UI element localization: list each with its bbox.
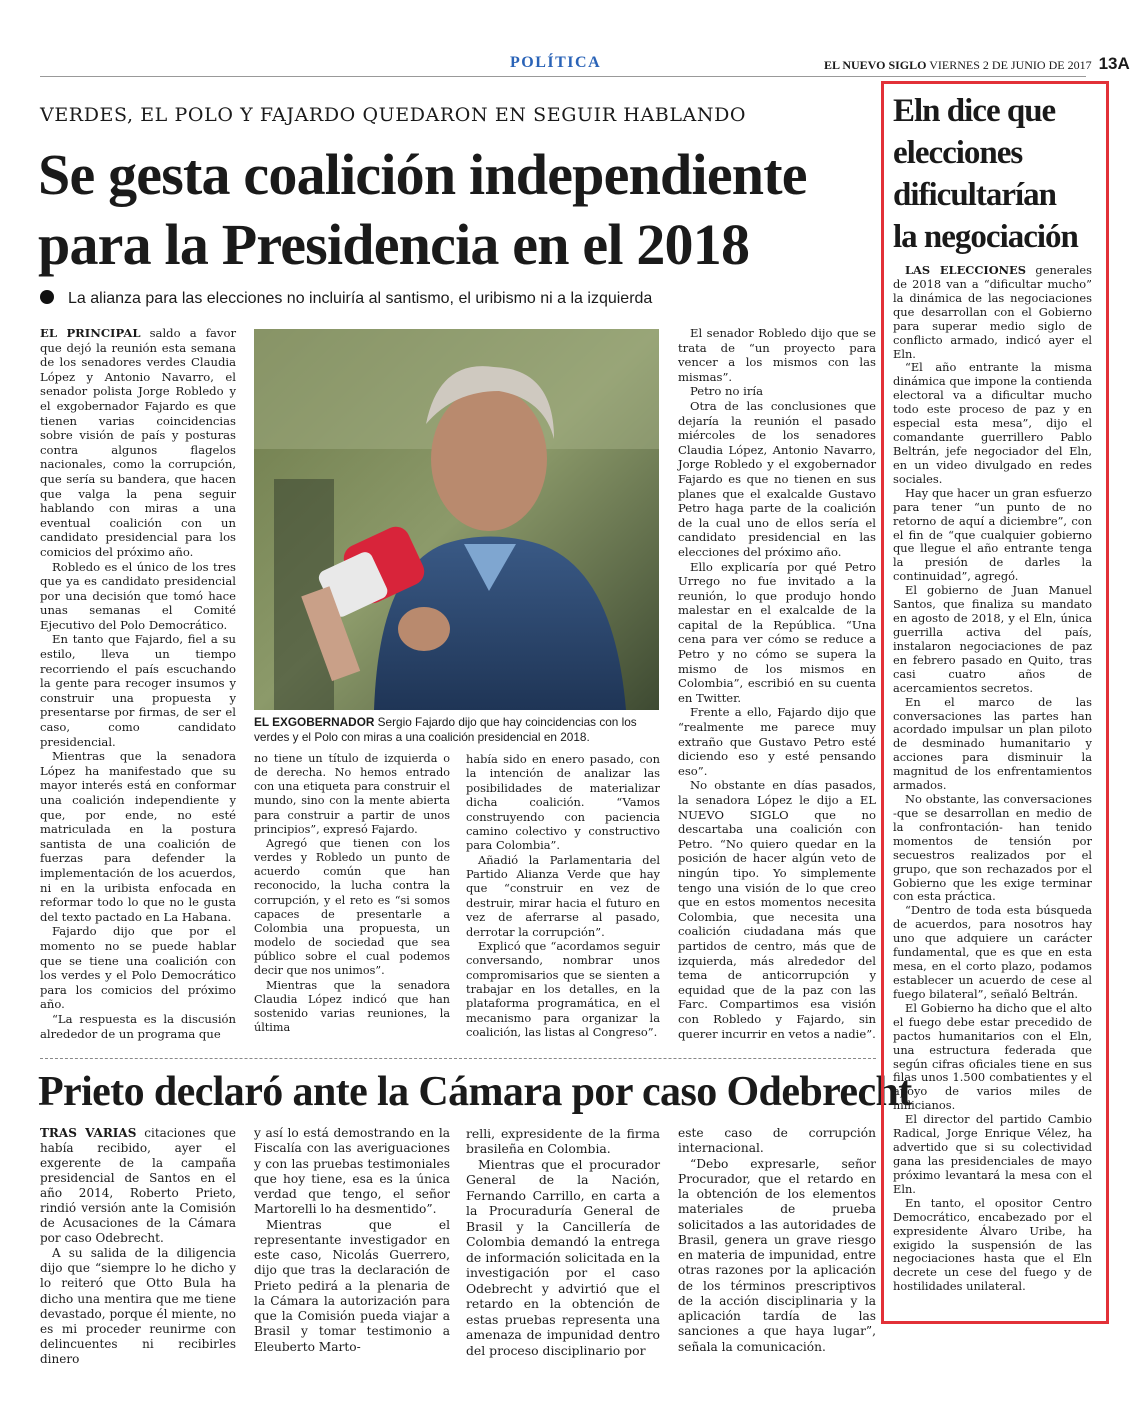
paragraph: “La respuesta es la discusión alrededor de un programa que — [40, 1011, 236, 1041]
photo-caption — [254, 715, 659, 745]
main-column-1 — [40, 326, 236, 1051]
paragraph: “El año entrante la misma dinámica que impone la contienda electoral va a dificultar mucho todo este proceso de paz y en especial esta mesa”, dijo el comandante guerrillero Pablo Beltrán, jefe negociador del Eln, en un video divulgado en redes sociales. — [893, 360, 1092, 486]
sidebar-headline — [893, 90, 1098, 258]
paragraph: El gobierno de Juan Manuel Santos, que finaliza su mandato en agosto de 2018, y el Eln, única guerrilla activa del país, instalaron negociaciones de paz en febrero pasado en Quito, tras casi cuatro años de acercamientos secretos. — [893, 583, 1092, 695]
sidebar-headline-line: la negociación — [893, 219, 1078, 255]
paragraph: Fajardo dijo que por el momento no se puede hablar que se tiene una coalición con los verdes y el Polo Democrático para los comicios del próximo año. — [40, 924, 236, 1012]
paragraph: Otra de las conclusiones que dejaría la reunión el pasado miércoles de los senadores Claudia López, Antonio Navarro, Jorge Robledo y el exgobernador Fajardo es que no tienen en sus planes que el exalcalde Gustavo Petro haga parte de la coalición de la cual uno de ellos sería el candidato presidencial en las elecciones del próximo año. — [678, 398, 876, 559]
second-headline: Prieto declaró ante la Cámara por caso Odebrecht — [38, 1069, 912, 1115]
paragraph: “Dentro de toda esta búsqueda de acuerdos, para nosotros hay uno que adquiere un carácter fundamental, que es que en esta mesa, en el corto plazo, podamos establecer un acuerdo de cese al fuego bilateral”, señaló Beltrán. — [893, 903, 1092, 1001]
bullet-icon — [40, 290, 54, 304]
main-column-4 — [678, 326, 876, 1051]
paragraph: En tanto, el opositor Centro Democrático, encabezado por el expresidente Álvaro Uribe, ha exigido la suspensión de las negociaciones hasta que el Eln decrete un cese del fuego y de hostilidades unilateral. — [893, 1195, 1092, 1294]
paragraph: Frente a ello, Fajardo dijo que “realmente me parece muy extraño que Gustavo Petro esté diciendo eso y esté pensando eso”. — [678, 705, 876, 778]
kicker: VERDES, EL POLO Y FAJARDO QUEDARON EN SEGUIR HABLANDO — [40, 104, 747, 126]
second-column-2 — [254, 1126, 450, 1366]
paragraph: A su salida de la diligencia dijo que “siempre lo he dicho y lo reiteró que Otto Bula ha dicho una mentira que me tiene devastado, porque él miente, no es mi proceder reunirme con delincuentes ni recibirles dinero — [40, 1246, 236, 1366]
paragraph: Mientras que la senadora López ha manifestado que su mayor interés está en conformar una coalición independiente y que, por ende, no esté matriculada en la postura santista de una coalición de fuerzas para defender la implementación de los acuerdos, ni en la uribista enfocada en reformar todo lo que no le gusta del texto pactado en La Habana. — [40, 749, 236, 924]
paragraph: Explicó que “acordamos seguir conversando, nombrar unos compromisarios que se sienten a trabajar en los detalles, en la plataforma programática, en el mecanismo para organizar la coalición, las listas al Congreso”. — [466, 938, 660, 1040]
lead-in: LAS ELECCIONES — [905, 263, 1026, 277]
portrait-image — [254, 329, 659, 710]
section-label: POLÍTICA — [510, 54, 602, 71]
paragraph: El Gobierno ha dicho que el alto el fuego debe estar precedido de pactos humanitarios con el Eln, una estructura federada que según cifras oficiales tiene en sus filas unos 1.500 combatientes y el apoyo de varios miles de milicianos. — [893, 1000, 1092, 1113]
sidebar-headline-line: Eln dice que — [893, 93, 1056, 129]
caption-text: Sergio Fajardo dijo que hay coincidencias con los verdes y el Polo con miras a una coalición presidencial en 2018. — [254, 715, 637, 744]
lead-in: EL PRINCIPAL — [40, 326, 141, 340]
paragraph: Robledo es el único de los tres que ya es candidato presidencial por una decisión que tomó hace unas semanas el Comité Ejecutivo del Polo Democrático. — [40, 559, 236, 632]
subhead: Petro no iría — [690, 384, 764, 399]
article-divider — [40, 1058, 876, 1059]
paragraph: este caso de corrupción internacional. — [678, 1126, 876, 1156]
sidebar-headline-line: elecciones — [893, 135, 1023, 171]
paragraph: Mientras que la senadora Claudia López indicó que han sostenido varias reuniones, la última — [254, 978, 450, 1034]
paragraph: Hay que hacer un gran esfuerzo para tener “un punto de no retorno de aquí a diciembre”, con el fin de “que cualquier gobierno que llegue el año entrante tenga la presión de darles la continuidad”, agregó. — [893, 485, 1092, 584]
paragraph: El senador Robledo dijo que se trata de “un proyecto para vencer a los mismos con las mismas”. — [678, 326, 876, 384]
paragraph: Ello explicaría por qué Petro Urrego no fue invitado a la reunión, lo que produjo hondo malestar en el exalcalde de la capital de la República. “Una cena para ver cómo se reduce a Petro y no cómo se supera la mismo de los mismos en Colombia”, escribió en su cuenta en Twitter. — [678, 559, 876, 705]
paragraph: citaciones que había recibido, ayer el exgerente de la campaña presidencial de Santos en el año 2014, Roberto Prieto, rindió versión ante la Comisión de Acusaciones de la Cámara por caso Odebrecht. — [40, 1126, 236, 1246]
paragraph: En el marco de las conversaciones las partes han acordado impulsar un plan piloto de desminado humanitario y acciones para disminuir la magnitud de los enfrentamientos armados. — [893, 694, 1092, 793]
caption-lead: EL EXGOBERNADOR — [254, 715, 375, 729]
paragraph: y así lo está demostrando en la Fiscalía con las averiguaciones y con las pruebas testimoniales que hoy tiene, esa es la única verdad que tengo, el señor Martorelli lo ha desmentido”. — [254, 1126, 450, 1217]
paragraph: había sido en enero pasado, con la intención de analizar las posibilidades de materializar dicha coalición. “Vamos construyendo con paciencia camino colectivo y constructivo para Colombia”. — [466, 752, 660, 853]
paragraph: saldo a favor que dejó la reunión esta semana de los senadores verdes Claudia López y Antonio Navarro, el senador polista Jorge Robledo y el exgobernador Fajardo es que tienen varias coincidencias sobre visión de país y posturas contra algunos flagelos nacionales, como la corrupción, que sería su bandera, que hacen que valga la pena seguir hablando con miras a una eventual coalición con un candidato presidencial para los comicios del próximo año. — [40, 326, 236, 559]
paragraph: generales de 2018 van a “dificultar mucho” la dinámica de las negociaciones que desarrollan con el Gobierno para superar medio siglo de conflicto armado, indicó ayer el Eln. — [893, 263, 1092, 361]
second-column-3 — [466, 1126, 660, 1366]
paragraph: Añadió la Parlamentaria del Partido Alianza Verde que hay que “construir en vez de destruir, mirar hacia el futuro en vez de aferrarse al pasado, derrotar la corrupción”. — [466, 852, 660, 939]
paragraph: El director del partido Cambio Radical, Jorge Enrique Vélez, ha advertido que si su colectividad gana las presidenciales de mayo próximo levantará la mesa con el Eln. — [893, 1112, 1092, 1196]
paragraph: “Debo expresarle, señor Procurador, que el retardo en la obtención de los elementos materiales de prueba solicitados a las autoridades de Brasil, genera un grave riesgo en materia de impunidad, entre otras razones por la aplicación de los términos prescriptivos de la acción disciplinaria y la aplicación tardía de las sanciones a que haya lugar”, señala la comunicación. — [678, 1156, 876, 1354]
header-rule — [40, 76, 1086, 77]
main-column-2 — [254, 752, 450, 1052]
sidebar-body — [893, 264, 1092, 1312]
paragraph: relli, expresidente de la firma brasileña en Colombia. — [466, 1126, 660, 1157]
main-column-3 — [466, 752, 660, 1052]
main-headline-line-2: para la Presidencia en el 2018 — [38, 212, 750, 277]
paragraph: No obstante, las conversaciones -que se desarrollan en medio de la confrontación- han tenido momentos de tensión por secuestros realizados por el grupo, que son rechazados por el Gobierno que les exige terminar con esta práctica. — [893, 792, 1092, 904]
paragraph: Mientras que el procurador General de la Nación, Fernando Carrillo, en carta a la Procuraduría General de Brasil y la Cancillería de Colombia demandó la entrega de información solicitada en la investigación por el caso Odebrecht y advirtió que el retardo en la obtención de estas pruebas representa una amenaza de impunidad dentro del proceso disciplinario por — [466, 1156, 660, 1358]
second-column-1 — [40, 1126, 236, 1366]
paragraph: No obstante en días pasados, la senadora López le dijo a EL NUEVO SIGLO que no descartaba una coalición con Petro. “No quiero quedar en la posición de hacer algún veto de ningún tipo. Yo simplemente tengo una visión de lo que creo que en estos momentos necesita Colombia, que necesita una coalición ciudadana más que partidos de centro, más que de izquierda, más alrededor del tema de anticorrupción y equidad que de la paz con las Farc. Compartimos esa visión con Robledo y Fajardo, sin querer incurrir en vetos a nadie”. — [678, 778, 876, 1041]
main-headline-line-1: Se gesta coalición independiente — [38, 142, 807, 207]
deck — [40, 290, 652, 308]
paragraph: no tiene un título de izquierda o de derecha. No hemos entrado con una etiqueta para construir el mundo, sino con la mente abierta para construir a partir de unos principios”, expresó Fajardo. — [254, 752, 450, 836]
paragraph: En tanto que Fajardo, fiel a su estilo, lleva un tiempo recorriendo el país escuchando la gente para recoger insumos y construir una propuesta y presentarse por firmas, de ser el caso, como candidato presidencial. — [40, 632, 236, 749]
page-number: 13A — [1098, 54, 1130, 73]
issue-date: VIERNES 2 DE JUNIO DE 2017 — [929, 58, 1092, 72]
paragraph: Agregó que tienen con los verdes y Robledo un punto de acuerdo común que han reconocido, la lucha contra la corrupción, y el reto es “si somos capaces de presentarle a Colombia una propuesta, un modelo de sociedad que sea público sobre el cual podemos decir que nos unimos”. — [254, 836, 450, 978]
second-column-4 — [678, 1126, 876, 1366]
paper-name: EL NUEVO SIGLO — [824, 58, 927, 72]
photo-fajardo — [254, 329, 659, 710]
paragraph: Mientras que el representante investigador en este caso, Nicolás Guerrero, dijo que tras la declaración de Prieto pedirá a la plenaria de la Cámara la autorización para que la Comisión pueda viajar a Brasil y tomar testimonio a Eleuberto Marto- — [254, 1217, 450, 1354]
sidebar-headline-line: dificultarían — [893, 177, 1057, 213]
main-headline — [38, 140, 878, 280]
masthead — [824, 54, 1130, 74]
deck-text: La alianza para las elecciones no incluiría al santismo, el uribismo ni a la izquierda — [68, 290, 653, 307]
lead-in: TRAS VARIAS — [40, 1126, 137, 1140]
